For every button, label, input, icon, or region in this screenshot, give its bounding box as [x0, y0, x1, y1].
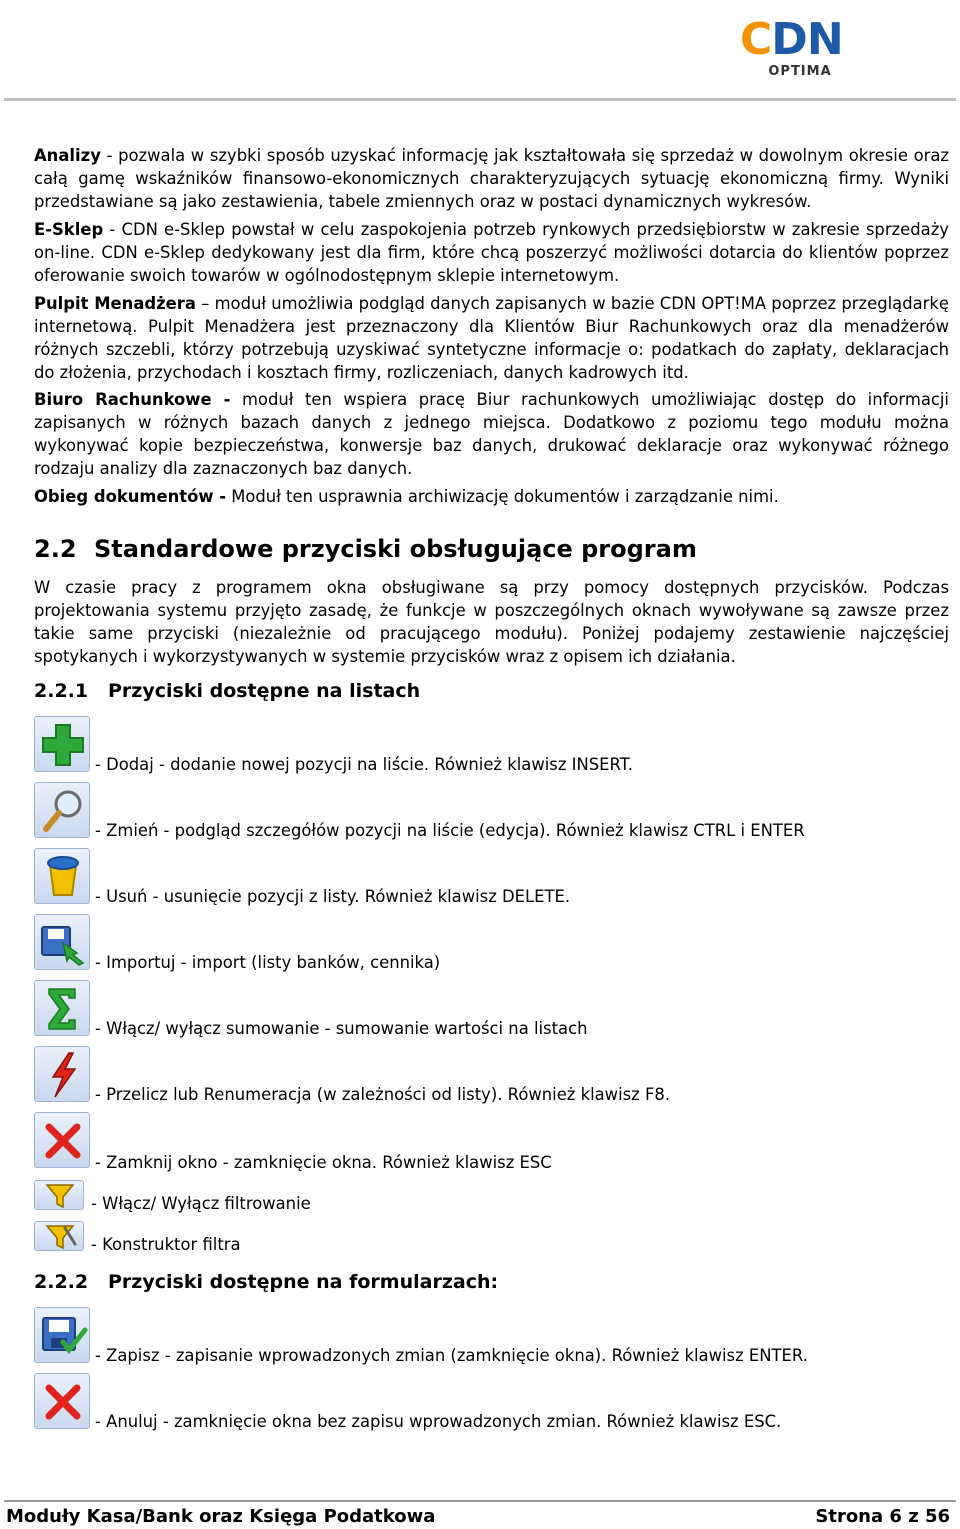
section-intro: W czasie pracy z programem okna obsługiwane są przy pomocy dostępnych przycisków. Podczas projektowania systemu przyjęto zasadę, że funkcje w poszczególnych oknach wywoływane są zawsze przez takie same przyciski (niezależnie od pracującego modułu). Poniżej podajemy zestawienie najczęściej spotykanych i wykorzystywanych w systemie przycisków wraz z opisem ich działania.	[34, 578, 949, 666]
cdn-optima-logo	[740, 14, 860, 90]
paragraph-pulpit	[34, 292, 949, 384]
delete-button[interactable]	[34, 848, 90, 904]
paragraph-text: moduł ten wspiera pracę Biur rachunkowych umożliwiając dostęp do informacji zapisanych w różnych bazach danych z jednego miejsca. Dodatkowo z poziomu tego modułu można wykonywać kopie bezpieczeństwa, konwersje baz danych, drukować deklaracje oraz wykonywać różnego rodzaju analizy dla zaznaczonych baz danych.	[34, 390, 949, 478]
paragraph-text: – moduł umożliwia podgląd danych zapisanych w bazie CDN OPT!MA poprzez przeglądarkę internetową. Pulpit Menadżera jest przeznaczony dla Klientów Biur Rachunkowych oraz dla menadżerów różnych szczebli, którzy potrzebują uzyskiwać syntetyczne informacje o: podatkach do zapłaty, deklaracjach do złożenia, przychodach i kosztach firmy, rozliczeniach, danych kadrowych itd.	[34, 294, 949, 382]
heading-number: 2.2.1	[34, 680, 89, 702]
heading-title: Przyciski dostępne na formularzach:	[108, 1271, 499, 1293]
filter-builder-icon	[35, 1222, 85, 1252]
list-item-text: - Przelicz lub Renumeracja (w zależności od listy). Również klawisz F8.	[95, 1085, 671, 1104]
heading-number: 2.2	[34, 535, 77, 563]
paragraph-analizy	[34, 144, 949, 213]
paragraph-esklep	[34, 218, 949, 287]
filter-builder-button[interactable]	[34, 1221, 84, 1251]
logo-sub-text: OPTIMA	[768, 64, 832, 79]
close-window-button[interactable]	[34, 1112, 90, 1168]
cancel-x-icon	[35, 1374, 91, 1430]
funnel-icon	[35, 1181, 85, 1211]
list-item-text: - Włącz/ Wyłącz filtrowanie	[91, 1194, 311, 1213]
footer-title: Moduły Kasa/Bank oraz Księga Podatkowa	[6, 1506, 436, 1527]
list-item-text: - Konstruktor filtra	[91, 1235, 241, 1254]
import-button[interactable]	[34, 914, 90, 970]
paragraph-biuro	[34, 388, 949, 480]
lightning-icon	[35, 1047, 91, 1103]
logo-main-text: CDN	[740, 14, 843, 65]
form-item-text: - Zapisz - zapisanie wprowadzonych zmian (zamknięcie okna). Również klawisz ENTER.	[95, 1346, 808, 1365]
paragraph-label: Biuro Rachunkowe -	[34, 390, 231, 409]
edit-button[interactable]	[34, 782, 90, 838]
list-item-text: - Importuj - import (listy banków, cennika)	[95, 953, 441, 972]
section-heading-2-2-1	[34, 679, 420, 703]
cancel-button[interactable]	[34, 1373, 90, 1429]
plus-icon	[35, 717, 91, 773]
magnifier-icon	[35, 783, 91, 839]
list-item-text: - Dodaj - dodanie nowej pozycji na liście. Również klawisz INSERT.	[95, 755, 633, 774]
save-disk-icon	[35, 1308, 91, 1364]
filter-toggle-button[interactable]	[34, 1180, 84, 1210]
paragraph-label: Analizy	[34, 146, 101, 165]
list-item-text: - Zmień - podgląd szczegółów pozycji na liście (edycja). Również klawisz CTRL i ENTER	[95, 821, 805, 840]
paragraph-label: E-Sklep	[34, 220, 104, 239]
paragraph-label: Obieg dokumentów -	[34, 487, 227, 506]
import-icon	[35, 915, 91, 971]
close-x-icon	[35, 1113, 91, 1169]
sigma-icon	[35, 981, 91, 1037]
trash-bin-icon	[35, 849, 91, 905]
section-heading-2-2-2	[34, 1270, 498, 1294]
heading-number: 2.2.2	[34, 1271, 89, 1293]
paragraph-obieg	[34, 485, 949, 508]
heading-title: Przyciski dostępne na listach	[108, 680, 421, 702]
save-button[interactable]	[34, 1307, 90, 1363]
paragraph-label: Pulpit Menadżera	[34, 294, 196, 313]
section-heading-2-2	[34, 534, 697, 564]
list-item-text: - Zamknij okno - zamknięcie okna. Również klawisz ESC	[95, 1153, 552, 1172]
page-number: Strona 6 z 56	[815, 1506, 950, 1527]
paragraph-text: - pozwala w szybki sposób uzyskać informację jak kształtowała się sprzedaż w dowolnym okresie oraz całą gamę wskaźników finansowo-ekonomicznych charakteryzujących sytuację ekonomiczną firmy. Wyniki przedstawiane są jako zestawienia, tabele zmiennych oraz w postaci dynamicznych wykresów.	[34, 146, 949, 211]
paragraph-text: Moduł ten usprawnia archiwizację dokumentów i zarządzanie nimi.	[226, 487, 779, 506]
paragraph-text: - CDN e-Sklep powstał w celu zaspokojenia potrzeb rynkowych przedsiębiorstw w zakresie sprzedaży on-line. CDN e-Sklep dedykowany jest dla firm, które chcą poszerzyć możliwości dotarcia do klientów poprzez oferowanie swoich towarów w ogólnodostępnym sklepie internetowym.	[34, 220, 949, 285]
list-item-text: - Usuń - usunięcie pozycji z listy. Również klawisz DELETE.	[95, 887, 571, 906]
list-item-text: - Włącz/ wyłącz sumowanie - sumowanie wartości na listach	[95, 1019, 588, 1038]
recalculate-button[interactable]	[34, 1046, 90, 1102]
add-button[interactable]	[34, 716, 90, 772]
footer-rule	[4, 1500, 956, 1502]
header-rule	[4, 98, 956, 101]
heading-title: Standardowe przyciski obsługujące program	[94, 535, 697, 563]
sum-toggle-button[interactable]	[34, 980, 90, 1036]
form-item-text: - Anuluj - zamknięcie okna bez zapisu wprowadzonych zmian. Również klawisz ESC.	[95, 1412, 782, 1431]
